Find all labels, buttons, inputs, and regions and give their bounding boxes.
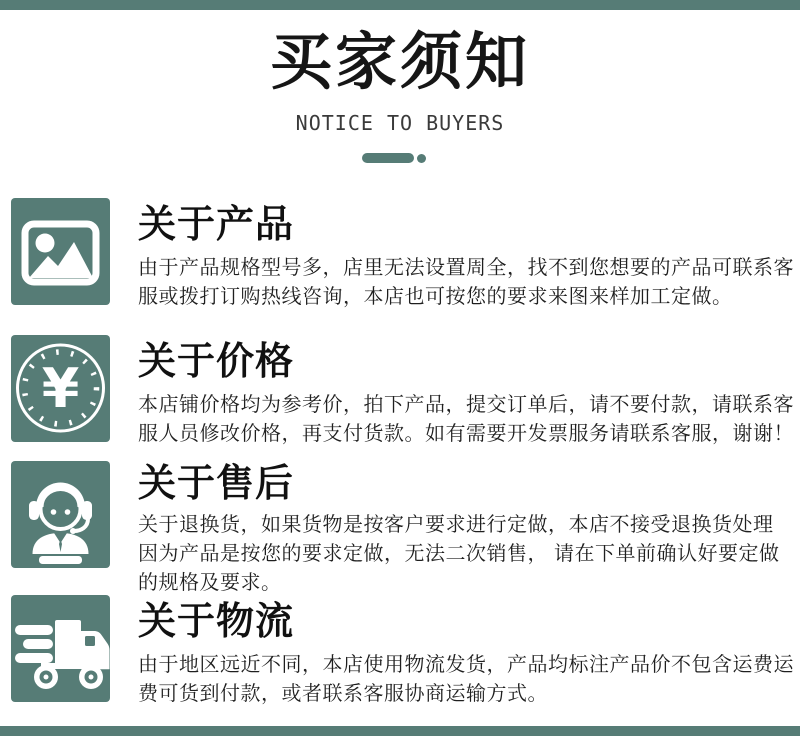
section-body [138,651,794,709]
section-title: 关于售后 [138,463,295,505]
section-title: 关于物流 [138,601,295,643]
yuan-coin-icon [11,335,110,442]
body-line: 费可货到付款，或者联系客服协商运输方式。 [138,683,548,705]
section-title: 关于价格 [138,341,295,383]
section-body [138,391,794,449]
top-accent-bar [0,0,800,10]
body-line: 服人员修改价格，再支付货款。如有需要开发票服务请联系客服，谢谢！ [138,423,794,445]
section-body [138,254,794,312]
page-title: 买家须知 [269,28,530,97]
body-line: 由于地区远近不同，本店使用物流发货，产品均标注产品价不包含运费运 [138,654,794,676]
customer-service-icon [11,461,110,568]
section-title: 关于产品 [138,204,295,246]
body-line: 本店铺价格均为参考价，拍下产品，提交订单后，请不要付款，请联系客 [138,394,794,416]
body-line: 关于退换货，如果货物是按客户要求进行定做，本店不接受退换货处理 [138,514,774,536]
bottom-accent-bar [0,726,800,736]
divider-decoration [0,153,800,165]
section-body [138,511,794,598]
divider-dash [362,153,414,163]
body-line: 服或拨打订购热线咨询，本店也可按您的要求来图来样加工定做。 [138,286,733,308]
body-line: 由于产品规格型号多，店里无法设置周全，找不到您想要的产品可联系客 [138,257,794,279]
picture-icon [11,198,110,305]
yuan-symbol: ¥ [41,357,80,420]
body-line: 因为产品是按您的要求定做，无法二次销售， 请在下单前确认好要定做 [138,543,780,565]
delivery-truck-icon [11,595,110,702]
page-subtitle: NOTICE TO BUYERS [295,111,505,135]
body-line: 的规格及要求。 [138,572,282,594]
divider-dot [417,154,426,163]
